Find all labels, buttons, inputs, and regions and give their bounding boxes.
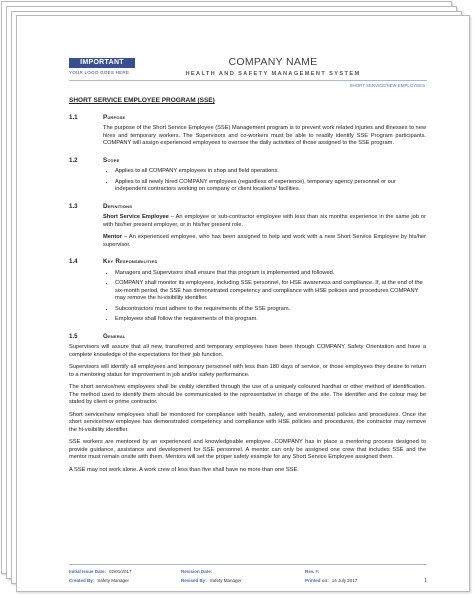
footer-label: Created By: [69, 578, 95, 583]
logo-tagline: YOUR LOGO GOES HERE [69, 70, 130, 75]
section-number: 1.3 [69, 202, 78, 210]
definition-mentor [103, 234, 426, 249]
page-number: 1 [424, 577, 427, 584]
footer-label: Initial Issue Date: [69, 569, 107, 574]
section-title: Scope [103, 156, 120, 164]
footer-revised-by [181, 578, 305, 583]
section-heading-scope [69, 157, 426, 165]
company-logo [69, 58, 135, 75]
footer-value: Safety Manager [97, 578, 130, 583]
section-number: 1.1 [69, 113, 78, 121]
footer-label: Rev. #: [305, 569, 320, 574]
list-item: • Applies to all COMPANY employees in shop and field operations. [115, 168, 426, 176]
paragraph: The short service/new employees shall be visibly identified through the use of a uniquely coloured hardhat or other method of identification. The method used to identify them should be communicated to the representative in charge of the site. The identifier and the colour may be stated by client or prime contractor. [69, 384, 426, 405]
paragraph: Supervisors will identify all employees and temporary personnel with less than 180 days of service, or those employees they desire to return to a mentoring status for improvement in job and/or safety performance. [69, 364, 426, 378]
footer-value: Safety Manager [209, 578, 242, 583]
document-title: SHORT SERVICE EMPLOYEE PROGRAM (SSE) [69, 97, 215, 104]
company-name: COMPANY NAME [228, 56, 318, 68]
paragraph: SSE workers are mentored by an experienced and knowledgeable employee. COMPANY has in place a mentoring process designed to provide guidance, assistance and development for SSE personnel. A mentor can only be assigned one crew that includes SSE and the mentor must remain onsite with them. Mentors will set the proper safety example for any Short Service Employee assigned them. [69, 439, 426, 460]
header-divider [69, 80, 427, 81]
footer-label: Revision Date: [181, 569, 213, 574]
definition-term: Mentor [103, 234, 122, 240]
section-general-content [69, 344, 426, 474]
paragraph: A SSE may not work alone. A work crew of less than five shall have no more than one SSE. [69, 466, 299, 473]
footer-initial-issue [69, 569, 181, 574]
section-number: 1.5 [69, 332, 78, 340]
document-body [69, 97, 426, 479]
list-item: • COMPANY shall monitor its employees, including SSE personnel, for HSE awareness and compliance. If, at the end of the six-month period, the SSE has demonstrated competency and compliance with HSE policies and procedures COMPANY may remove the hi-visibility identifier. [115, 280, 426, 303]
footer-label: Printed on: [305, 578, 329, 583]
section-heading-general [69, 333, 426, 341]
section-definitions-content [69, 214, 426, 249]
section-heading-definitions [69, 203, 426, 211]
section-title: General [103, 332, 126, 340]
footer-label: Revised By: [181, 578, 207, 583]
scope-bullet-list [69, 168, 426, 194]
list-item: • Managers and Supervisors shall ensure that this program is implemented and followed. [115, 270, 426, 278]
list-item: • Subcontractors must adhere to the requirements of the SSE program. [115, 306, 426, 314]
page-footer [69, 564, 427, 585]
definition-text: – An employee or sub-contractor employee with less than six months experience in the same job or with his/her present employer, or in his/her present role. [103, 214, 426, 228]
paragraph: Supervisors will assure that all new, transferred and temporary employees have been through COMPANY Safety Orientation and have a complete knowledge of the expectations for their job function. [69, 344, 426, 358]
responsibilities-bullet-list [69, 270, 426, 324]
footer-row [69, 567, 427, 576]
footer-value: 02/01/2017 [109, 569, 132, 574]
section-title: Definitions [103, 202, 133, 210]
page-header [17, 16, 469, 88]
section-number: 1.2 [69, 156, 78, 164]
logo-badge: IMPORTANT [69, 58, 135, 68]
definition-text: – An experienced employee, who has been assigned to help and work with a new Short Service Employee by his/her supervisor. [103, 234, 426, 248]
footer-row [69, 576, 427, 585]
footer-revision-date [181, 569, 305, 574]
document-reference: SHORT SERVICE/NEW EMPLOYEES [349, 83, 425, 88]
definition-short-service-employee [103, 214, 426, 229]
list-item: • Employees shall follow the requirements of this program. [115, 316, 426, 324]
paragraph: The purpose of the Short Service Employee (SSE) Management program is to prevent work related injuries and illnesses to new hires and temporary workers. The Supervisors and co-workers must be able to readily identify SSE Program participants. COMPANY will assign experienced employees to oversee the daily activities of those assigned to the SSE program. [103, 125, 426, 146]
list-item: • Applies to all newly hired COMPANY employees (regardless of experience), temporary agency personnel or our independent contractors working on company or client locations/ facilities. [115, 179, 426, 194]
section-heading-purpose [69, 114, 426, 122]
definition-term: Short Service Employee [103, 214, 169, 220]
section-number: 1.4 [69, 258, 78, 265]
document-page [16, 15, 470, 592]
section-heading-key-responsibilities [69, 258, 426, 266]
system-title: HEALTH AND SAFETY MANAGEMENT SYSTEM [185, 71, 361, 77]
footer-value: 14 July 2017 [331, 578, 358, 583]
paragraph: Short service/new employees shall be monitored for compliance with health, safety, and environmental policies and procedures. Once the short service/new employee has demonstrated competency and compliance with HSE policies and procedures, the contractor may remove the hi-visibility identifier. [69, 411, 426, 433]
section-purpose-content [69, 125, 426, 148]
footer-printed-on [305, 578, 413, 583]
footer-rev-number [305, 569, 413, 574]
section-title: Key Responsibilities [103, 258, 158, 265]
section-title: Purpose [103, 113, 126, 121]
footer-created-by [69, 578, 181, 583]
